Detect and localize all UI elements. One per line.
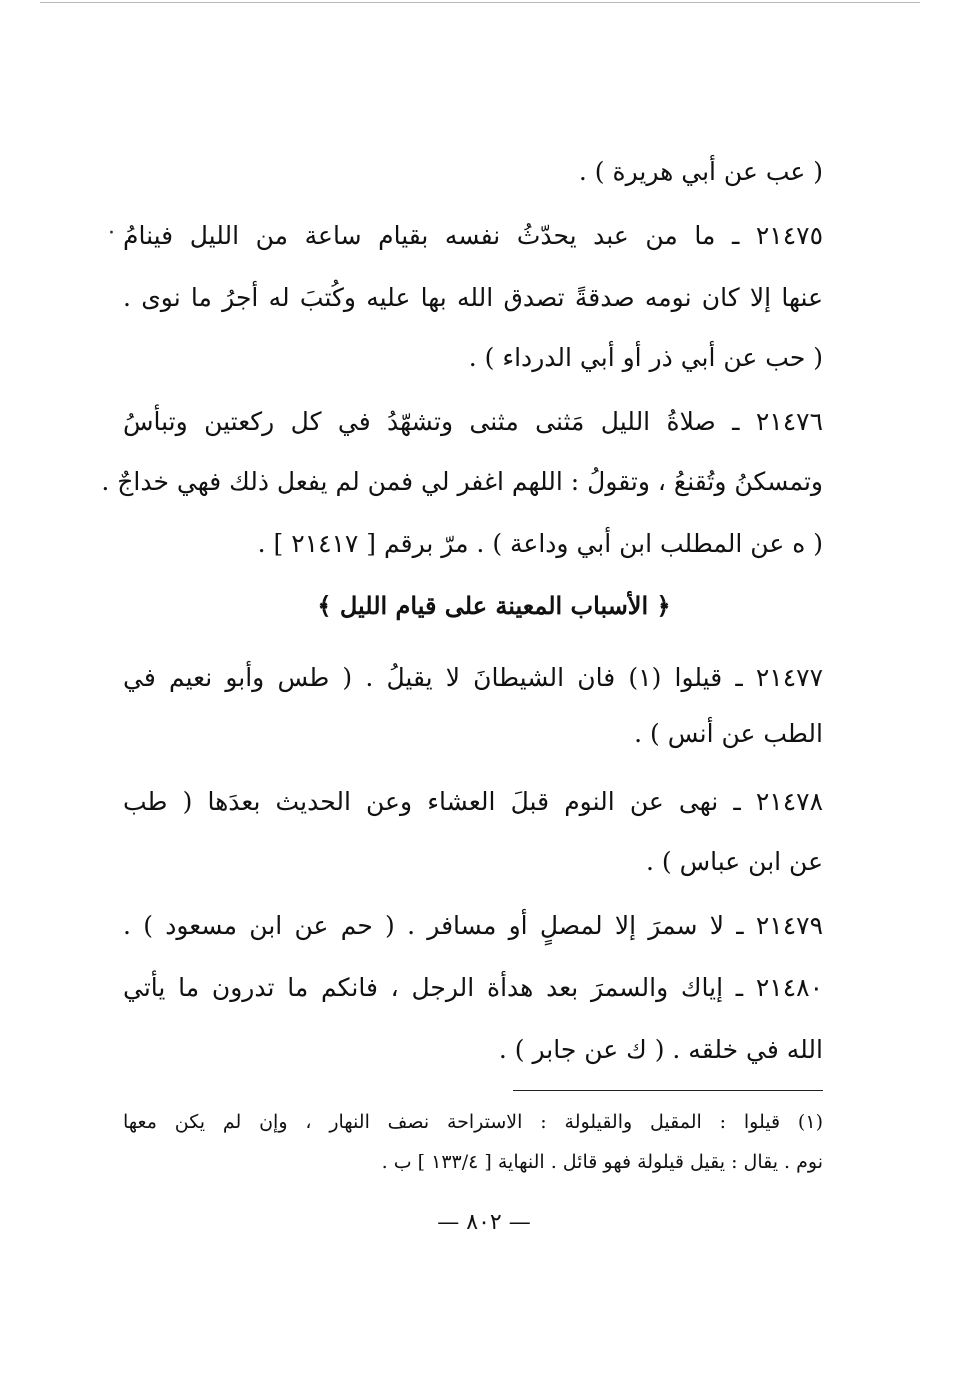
hadith-21475-source: ( حب عن أبي ذر أو أبي الدرداء ) .: [468, 343, 823, 372]
hadith-21477-line-1: ٢١٤٧٧ ـ قيلوا (١) فان الشيطانَ لا يقيلُ . ( طس وأبو نعيم في: [123, 663, 823, 692]
page-number: — ٨٠٢ —: [437, 1210, 531, 1235]
hadith-21479: ٢١٤٧٩ ـ لا سمرَ إلا لمصلٍ أو مسافر . ( حم عن ابن مسعود ) .: [123, 911, 823, 940]
hadith-21478-line-2: عن ابن عباس ) .: [646, 847, 823, 876]
hadith-21476-line-1: ٢١٤٧٦ ـ صلاةُ الليل مَثنى مثنى وتشهّدُ في كل ركعتين وتبأسُ: [123, 407, 823, 436]
hadith-21476-source: ( ه عن المطلب ابن أبي وداعة ) . مرّ برقم [ ٢١٤١٧ ] .: [257, 529, 823, 558]
text-line-1: ( عب عن أبي هريرة ) .: [578, 157, 823, 186]
hadith-21476-line-2: وتمسكنُ وتُقنعُ ، وتقولُ : اللهم اغفر لي فمن لم يفعل ذلك فهي خداجٌ .: [101, 467, 823, 496]
hadith-21475-line-2: عنها إلا كان نومه صدقةً تصدق الله بها عليه وكُتبَ له أجرُ ما نوى .: [123, 283, 823, 312]
footnote-line-2: نوم . يقال : يقيل قيلولة فهو قائل . النهاية [ ١٣٣/٤ ] ب .: [381, 1151, 823, 1173]
hadith-21480-line-2: الله في خلقه . ( ك عن جابر ) .: [498, 1035, 823, 1064]
footnote-rule: [513, 1090, 823, 1091]
footnote-line-1: (١) قيلوا : المقيل والقيلولة : الاستراحة نصف النهار ، وإن لم يكن معها: [123, 1111, 823, 1133]
hadith-21480-line-1: ٢١٤٨٠ ـ إياك والسمرَ بعد هدأة الرجل ، فانكم ما تدرون ما يأتي: [123, 973, 823, 1002]
hadith-21477-line-2: الطب عن أنس ) .: [634, 719, 823, 748]
hadith-21475-line-1: ٢١٤٧٥ ـ ما من عبد يحدّثُ نفسه بقيام ساعة من الليل فينامُ: [123, 221, 823, 250]
hadith-21478-line-1: ٢١٤٧٨ ـ نهى عن النوم قبلَ العشاء وعن الحديث بعدَها ( طب: [123, 787, 823, 816]
margin-mark: ·: [108, 221, 115, 246]
section-heading: ﴿ الأسباب المعينة على قيام الليل ﴾: [317, 591, 671, 620]
